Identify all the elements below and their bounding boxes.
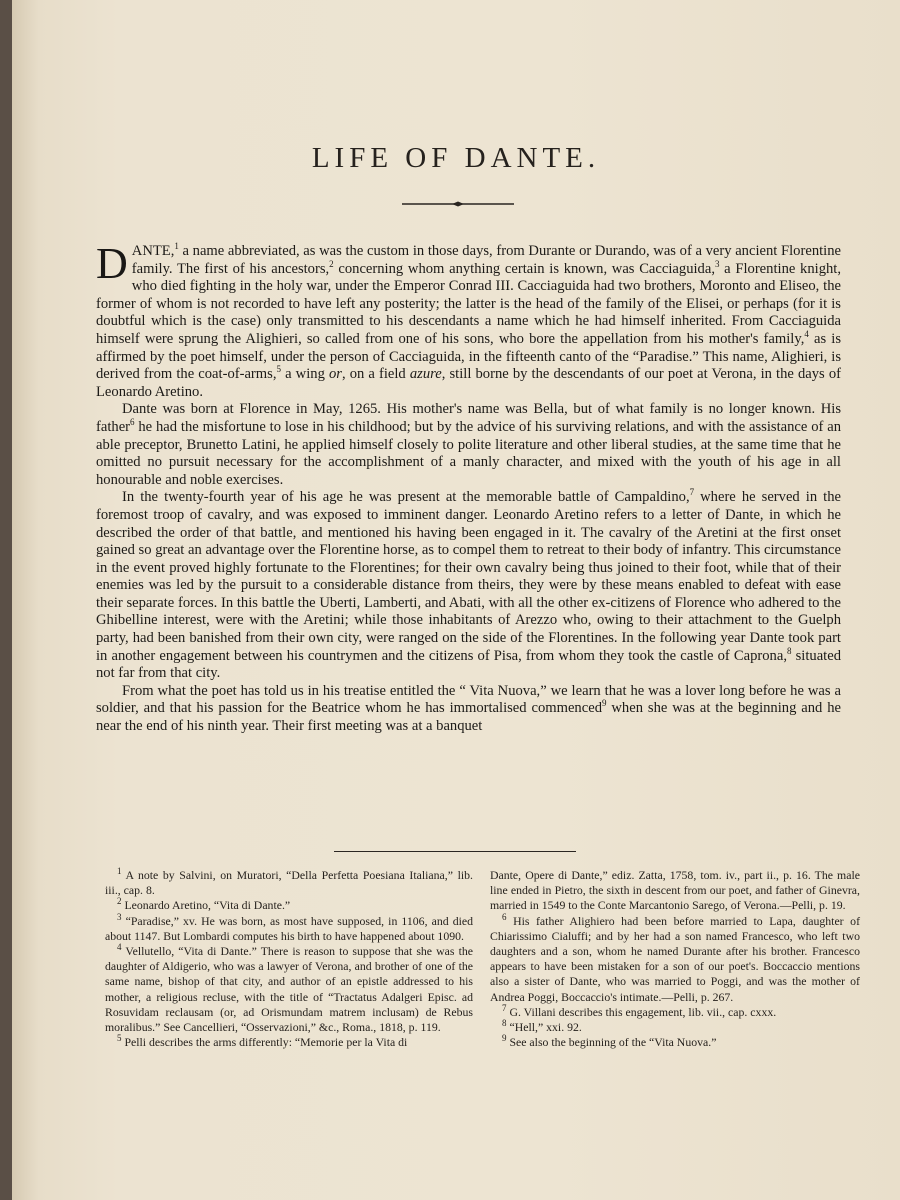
book-page (12, 0, 900, 1200)
footnote (490, 911, 860, 1005)
footnote-divider (334, 851, 576, 852)
paragraph-text: a Florentine knight, who died fighting in the holy war, under the Emperor Conrad III. Cacciaguida had two brothers, Moronto and Eliseo, the former of whom is not recorded to have left any posterity; the latter is the head of the family of the Elisei, or perhaps (for it is doubtful which is the case) only transmitted to his descendants a name which he had himself inherited. From Cacciaguida himself were sprung the Alighieri, so called from one of his sons, who bore the appellation from his mother's family, (96, 260, 841, 347)
footnote-number: 1 (117, 866, 122, 877)
footnote (490, 1035, 860, 1050)
footnotes-right-column (490, 868, 860, 1050)
footnote-text: Vellutello, “Vita di Dante.” There is reason to suppose that she was the daughter of Aldigerio, who was a lawyer of Verona, and brother of one of the same name, bishop of that city, and author of an epistle addressed to his mother, a religious recluse, with the title of “Tractatus Adalgeri Episc. ad Rosuvidam reclausam (or, ad Orismundam matrem inclusam) de Rebus moralibus.” See Cancellieri, “Osservazioni,” &c., Roma., 1818, p. 119. (105, 944, 473, 1035)
footnote-number: 9 (502, 1033, 507, 1044)
footnote-number: 6 (502, 911, 507, 922)
footnote-marker: 3 (714, 258, 720, 269)
paragraph (96, 489, 841, 683)
drop-cap: D (96, 239, 128, 288)
paragraph-text: , on a field (341, 366, 410, 383)
footnote-text: Pelli describes the arms differently: “Memorie per la Vita di (124, 1035, 408, 1050)
paragraph-text: From what the poet has told us in his treatise entitled the “ Vita Nuova,” we learn that he was a lover long before he was a soldier, and that his passion for the Beatrice whom he has immortalised commenced (96, 682, 841, 717)
paragraph-text: Dante was born at Florence in May, 1265. His mother's name was Bella, but of what family is no longer known. His father (96, 401, 841, 435)
footnote-text: “Hell,” xxi. 92. (509, 1020, 582, 1035)
paragraph-text: In the twenty-fourth year of his age he was present at the memorable battle of Campaldino, (122, 489, 690, 506)
footnote-number: 3 (117, 911, 122, 922)
paragraph-text: as is affirmed by the poet himself, under the person of Cacciaguida, in the fifteenth canto of the “Paradise.” This name, Alighieri, is derived from the coat-of-arms, (96, 330, 841, 383)
paragraph-text: a wing (280, 366, 329, 383)
footnote-number: 7 (502, 1002, 507, 1013)
footnote-text: “Paradise,” xv. He was born, as most have supposed, in 1106, and died about 1147. But Lombardi computes his birth to have happened about 1090. (105, 913, 474, 943)
footnote-marker: 4 (804, 329, 809, 340)
paragraph-text: a name abbreviated, as was the custom in those days, from Durante or Durando, was of a very ancient Florentine family. The first of his ancestors, (131, 243, 841, 277)
paragraph-text: concerning whom anything certain is known, was Cacciaguida, (333, 260, 715, 277)
paragraph (96, 683, 841, 736)
page-title: LIFE OF DANTE. (311, 142, 601, 174)
paragraph-text: he had the misfortune to lose in his childhood; but by the advice of his surviving relations, and with the assistance of an able preceptor, Brunetto Latini, he applied himself closely to polite literature and other liberal studies, at the same time that he omitted no pursuit necessary for the accomplishment of a manly character, and mixed with the youth of his age in all honourable and noble exercises. (96, 418, 841, 488)
paragraph-text: where he served in the foremost troop of cavalry, and was exposed to imminent danger. Leonardo Aretino refers to a letter of Dante, in which he described the order of that battle, and mentioned his having been engaged in it. The cavalry of the Aretini at the first onset gained so great an advantage over the Florentine horse, as to compel them to retreat to their body of infantry. This circumstance in the event proved highly fortunate to the Florentines; for their own cavalry being thus joined to their foot, while that of their enemies was led by the pursuit to a considerable distance from theirs, they were by these means enabled to defeat with ease their separate forces. In this battle the Uberti, Lamberti, and Abati, with all the other ex-citizens of Florence who adhered to the Ghibelline interest, were with the Aretini; while those inhabitants of Arezzo who, owing to their attachment to the Guelph party, had been banished from their own city, were ranged on the side of the Florentines. In the following year Dante took part in another engagement between his countrymen and the citizens of Pisa, from whom they took the castle of Caprona, (96, 489, 841, 664)
footnote-number: 5 (117, 1033, 122, 1044)
emphasis-text: or (328, 366, 342, 383)
footnotes-left-column (105, 868, 473, 1050)
footnote-text: G. Villani describes this engagement, lib. vii., cap. cxxx. (509, 1004, 777, 1019)
footnote-text: Leonardo Aretino, “Vita di Dante.” (124, 898, 291, 913)
paragraph (96, 239, 841, 401)
paragraph-text: when she was at the beginning and he near the end of his ninth year. Their first meeting was at a banquet (96, 700, 842, 735)
footnote-marker: 2 (329, 258, 334, 269)
footnote (105, 1035, 473, 1050)
footnote-number: 8 (502, 1018, 507, 1029)
footnote (105, 911, 474, 944)
footnote-marker: 9 (602, 698, 607, 709)
footnote-text: A note by Salvini, on Muratori, “Della Perfetta Poesiana Italiana,” lib. iii., cap. 8. (105, 868, 473, 898)
paragraph-text: situated not far from that city. (96, 647, 841, 682)
footnote-marker: 1 (174, 241, 179, 252)
paragraph (96, 401, 841, 489)
footnote-marker: 7 (689, 487, 695, 498)
footnote (105, 898, 473, 913)
main-text (96, 239, 842, 736)
footnote (490, 1002, 860, 1020)
title-ornament (402, 200, 514, 208)
paragraph-text: , still borne by the descendants of our poet at Verona, in the days of Leonardo Aretino. (96, 366, 841, 400)
footnote-text: Dante, Opere di Dante,” ediz. Zatta, 1758, tom. iv., part ii., p. 16. The male line ended in Pietro, the sixth in descent from our poet, and father of Ginevra, married in 1549 to the Conte Marcantonio Sarego, of Verona.—Pelli, p. 19. (490, 868, 860, 913)
footnote (490, 868, 860, 914)
footnote-number: 2 (117, 896, 122, 907)
footnote (105, 868, 473, 898)
footnote-marker: 5 (276, 364, 281, 375)
footnote-text: See also the beginning of the “Vita Nuova.” (509, 1035, 717, 1050)
footnote (490, 1020, 860, 1035)
footnote-marker: 6 (130, 417, 135, 428)
footnote-marker: 8 (786, 645, 792, 656)
paragraph-text: ANTE, (131, 243, 175, 259)
footnote-text: His father Alighiero had been before married to Lapa, daughter of Chiarissimo Cialuffi; and by her had a son named Francesco, who left two daughters and a son, whom he named Durante after his brother. Francesco appears to have been mistaken for a son of our poet's. Boccaccio mentions also a sister of Dante, who was married to Poggi, and was the mother of Andrea Poggi, Boccaccio's intimate.—Pelli, p. 267. (490, 913, 860, 1004)
footnote (105, 944, 473, 1035)
footnote-number: 4 (117, 942, 122, 953)
emphasis-text: azure (409, 366, 442, 383)
